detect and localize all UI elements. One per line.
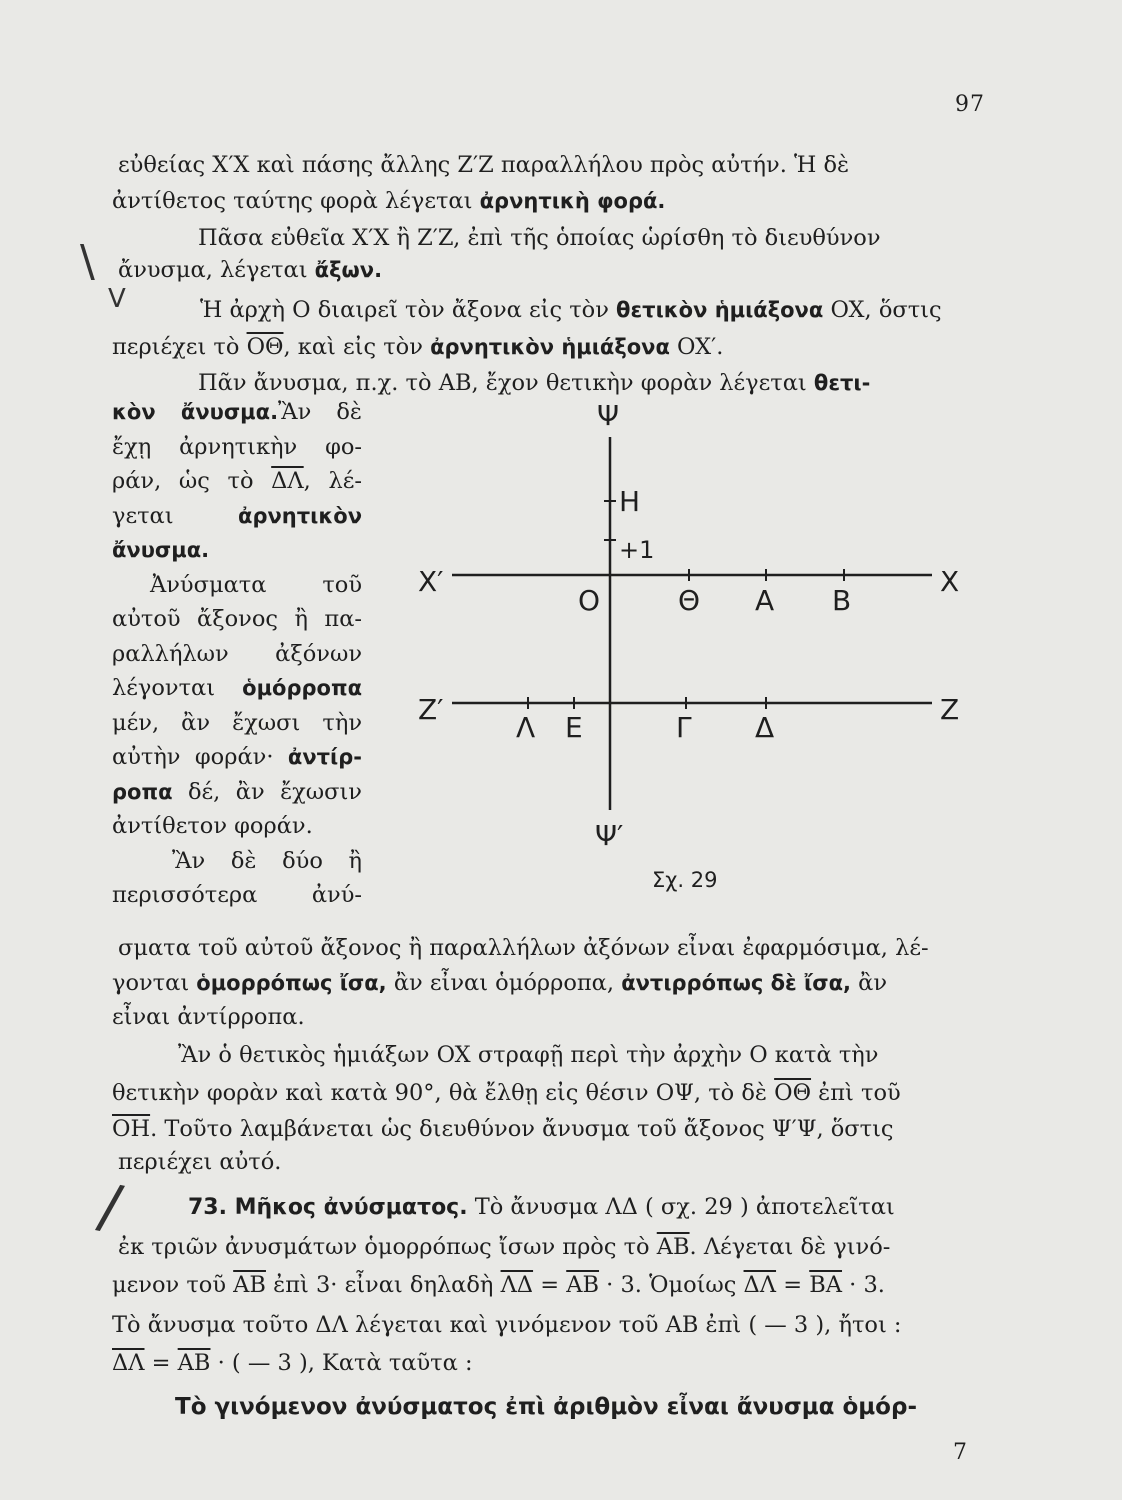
margin-check-mark-3: / bbox=[92, 1170, 128, 1244]
text-line-26: Ἂν ὁ θετικὸς ἡμιάξων OX στραφῇ περὶ τὴν ἀρχὴν O κατὰ τὴν bbox=[178, 1042, 879, 1068]
label-plus-one: +1 bbox=[619, 536, 655, 564]
text-line-3: Πᾶσα εὐθεῖα X′X ἢ Z′Z, ἐπὶ τῆς ὁποίας ὡρίσθη τὸ διευθύνον bbox=[198, 225, 881, 251]
text-line-29: περιέχει αὐτό. bbox=[118, 1149, 282, 1175]
text-line-5: Ἡ ἀρχὴ O διαιρεῖ τὸν ἄξονα εἰς τὸν θετικὸν ἡμιάξονα OX, ὅστις bbox=[200, 297, 942, 323]
col-line-13: Ἀνύσματα τοῦ bbox=[150, 571, 362, 598]
col-line-22: περισσότερα ἀνύ- bbox=[112, 882, 362, 908]
text-line-1: εὐθείας X′X καὶ πάσης ἄλλης Z′Z παραλλήλου πρὸς αὐτήν. Ἡ δὲ bbox=[118, 152, 850, 178]
text-line-23: σματα τοῦ αὐτοῦ ἄξονος ἢ παραλλήλων ἀξόνων εἶναι ἐφαρμόσιμα, λέ- bbox=[118, 935, 929, 961]
text-line-32: μενον τοῦ $\overline{AB}$ ἐπὶ 3· εἶναι δηλαδὴ $\overline{\Lambda\Delta} = \overline{AB} \cdot 3$. Ὁμοίως $\overline{\Delta\Lambda} = \overline{BA} \cdot 3$. bbox=[112, 1272, 885, 1298]
label-lambda: Λ bbox=[516, 711, 536, 744]
text-line-7: Πᾶν ἄνυσμα, π.χ. τὸ AB, ἔχον θετικὴν φορὰν λέγεται θετι- bbox=[198, 370, 871, 396]
text-line-24: γονται ὁμορρόπως ἴσα, ἂν εἶναι ὁμόρροπα, ἀντιρρόπως δὲ ἴσα, ἂν bbox=[112, 970, 888, 996]
figure-axes-diagram bbox=[400, 395, 990, 915]
col-line-17: μέν, ἂν ἔχωσι τὴν bbox=[112, 709, 362, 736]
label-psi-top: Ψ bbox=[597, 399, 620, 432]
text-line-25: εἶναι ἀντίρροπα. bbox=[112, 1004, 305, 1030]
label-b: B bbox=[832, 584, 852, 617]
margin-check-mark-2: V bbox=[108, 284, 126, 314]
col-line-14: αὐτοῦ ἄξονος ἢ πα- bbox=[112, 606, 362, 632]
label-theta: Θ bbox=[678, 584, 701, 617]
col-line-19: ροπα δέ, ἂν ἔχωσιν bbox=[112, 778, 362, 805]
wrapped-column bbox=[112, 395, 362, 913]
col-line-16: λέγονται ὁμόρροπα bbox=[112, 675, 362, 701]
label-gamma: Γ bbox=[676, 711, 692, 744]
col-line-20: ἀντίθετον φοράν. bbox=[112, 813, 313, 839]
text-line-34: $\overline{\Delta\Lambda} = \overline{AB}$ · ( — 3 ), Κατὰ ταῦτα : bbox=[112, 1350, 473, 1376]
col-line-9: ἔχῃ ἀρνητικὴν φο- bbox=[112, 433, 362, 460]
margin-check-mark-1: \ bbox=[80, 236, 95, 287]
page-number: 97 bbox=[955, 92, 985, 117]
label-o: O bbox=[578, 584, 601, 617]
text-line-31: ἐκ τριῶν ἀνυσμάτων ὁμορρόπως ἴσων πρὸς τὸ $\overline{AB}$. Λέγεται δὲ γινό- bbox=[118, 1234, 891, 1260]
label-e: E bbox=[565, 711, 583, 744]
label-x: X bbox=[940, 565, 960, 598]
label-x-prime: X′ bbox=[418, 565, 444, 598]
col-line-21: Ἂν δὲ δύο ἢ bbox=[172, 847, 362, 874]
label-z-prime: Z′ bbox=[418, 693, 444, 726]
col-line-11: γεται ἀρνητικὸν bbox=[112, 502, 362, 529]
col-line-15: ραλλήλων ἀξόνων bbox=[112, 640, 362, 667]
text-line-28: $\overline{OH}$. Τοῦτο λαμβάνεται ὡς διευθύνον ἄνυσμα τοῦ ἄξονος Ψ′Ψ, ὅστις bbox=[112, 1116, 894, 1142]
label-psi-bottom: Ψ′ bbox=[595, 819, 624, 852]
label-h: H bbox=[619, 485, 641, 518]
text-line-4: ἄνυσμα, λέγεται ἄξων. bbox=[118, 257, 383, 283]
col-line-18: αὐτὴν φοράν· ἀντίρ- bbox=[112, 744, 362, 770]
label-z: Z bbox=[940, 693, 960, 726]
signature-mark: 7 bbox=[953, 1440, 967, 1465]
label-a: A bbox=[755, 584, 775, 617]
label-delta: Δ bbox=[755, 711, 775, 744]
figure-caption: Σχ. 29 bbox=[652, 868, 718, 892]
text-line-27: θετικὴν φορὰν καὶ κατὰ 90°, θὰ ἔλθῃ εἰς θέσιν OΨ, τὸ δὲ $\overline{O\Theta}$ ἐπὶ τοῦ bbox=[112, 1080, 901, 1106]
text-line-2: ἀντίθετος ταύτης φορὰ λέγεται ἀρνητικὴ φορά. bbox=[112, 188, 666, 214]
text-line-30: 73. Μῆκος ἀνύσματος. Τὸ ἄνυσμα ΛΔ ( σχ. 29 ) ἀποτελεῖται bbox=[188, 1194, 895, 1220]
col-line-12: ἄνυσμα. bbox=[112, 538, 210, 562]
text-line-6: περιέχει τὸ $\overline{O\Theta}$, καὶ εἰς τὸν ἀρνητικὸν ἡμιάξονα OX′. bbox=[112, 334, 724, 360]
col-line-10: ράν, ὡς τὸ $\overline{\Delta\Lambda}$, λέ- bbox=[112, 468, 362, 494]
text-line-35: Τὸ γινόμενον ἀνύσματος ἐπὶ ἀριθμὸν εἶναι ἄνυσμα ὁμόρ- bbox=[175, 1394, 917, 1420]
text-line-33: Τὸ ἄνυσμα τοῦτο ΔΛ λέγεται καὶ γινόμενον τοῦ AB ἐπὶ ( — 3 ), ἤτοι : bbox=[112, 1312, 902, 1338]
col-line-8: κὸν ἄνυσμα.Ἂν δὲ bbox=[112, 399, 362, 425]
